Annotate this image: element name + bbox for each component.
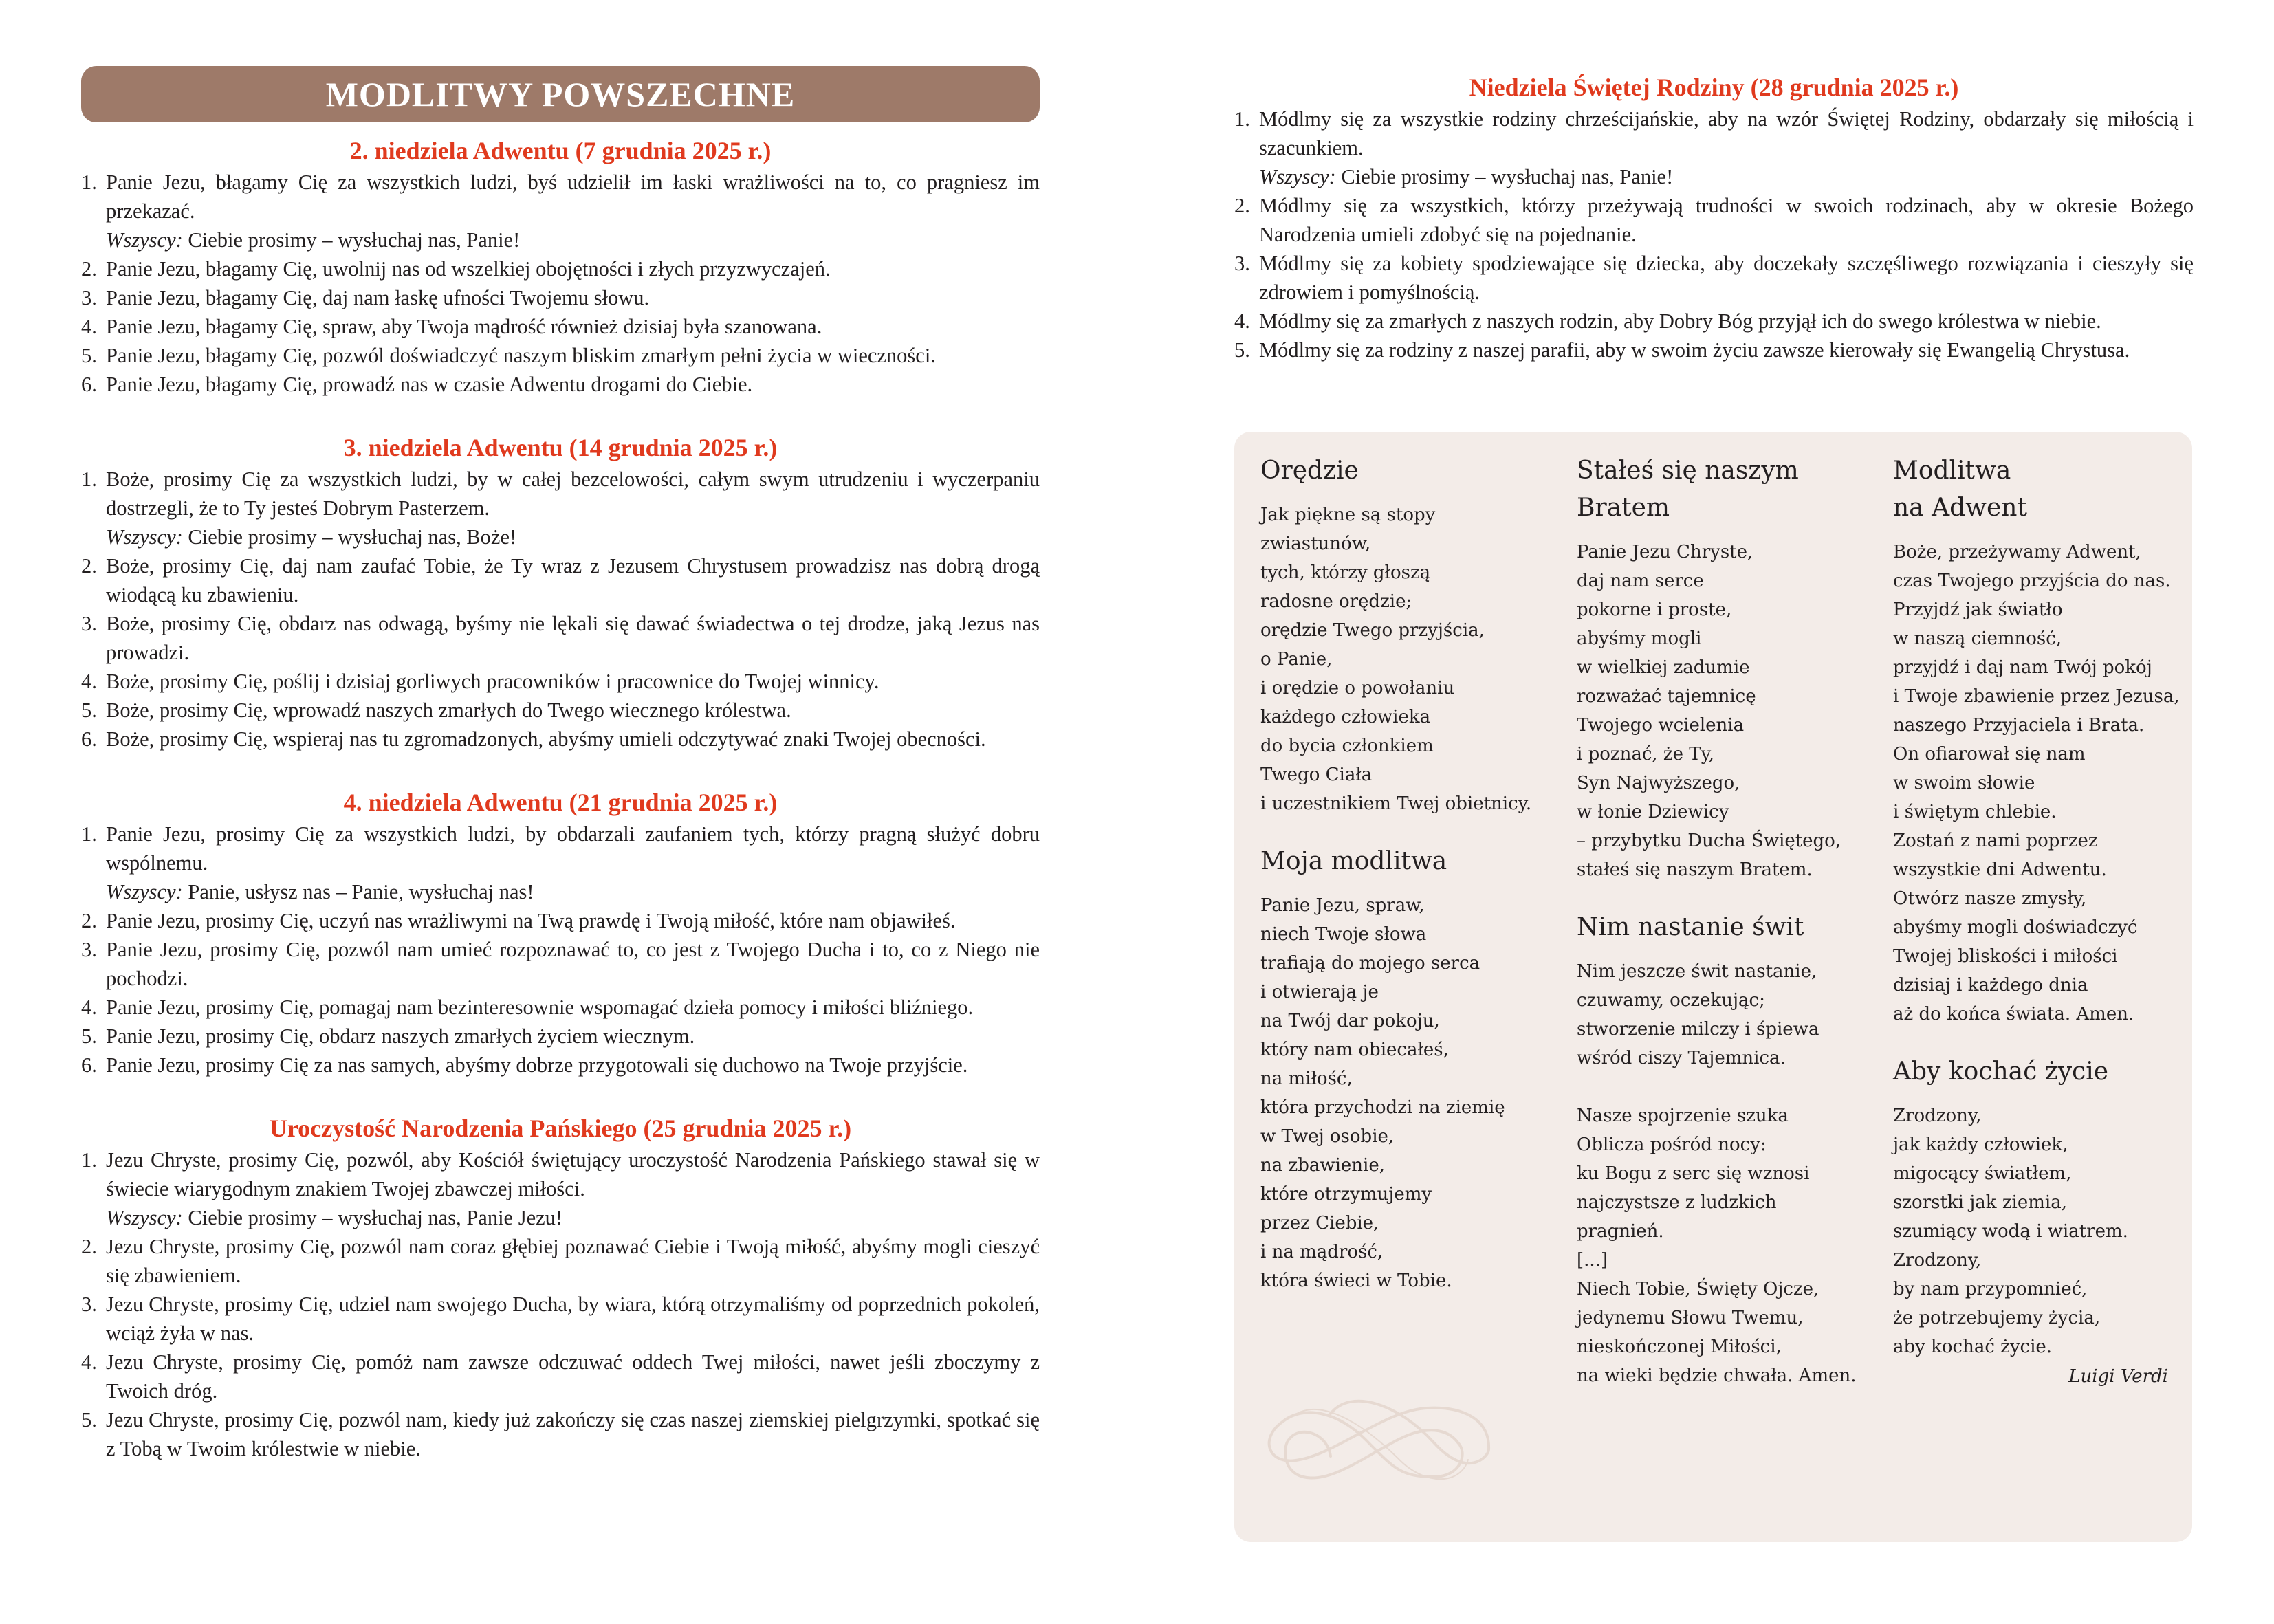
poem-body bbox=[1893, 1101, 2182, 1390]
flourish-ornament-icon bbox=[1262, 1391, 1496, 1494]
section-advent-3 bbox=[81, 432, 1040, 754]
poem-body bbox=[1577, 957, 1886, 1390]
response-text: Ciebie prosimy – wysłuchaj nas, Boże! bbox=[182, 525, 517, 549]
prayer-number: 5. bbox=[81, 1024, 97, 1048]
prayer-item bbox=[81, 254, 1040, 283]
poem-line: szorstki jak ziemia, bbox=[1893, 1192, 2067, 1213]
section-banner bbox=[81, 66, 1040, 122]
poem-line: [...] bbox=[1577, 1250, 1608, 1271]
poem-line: który nam obiecałeś, bbox=[1260, 1040, 1449, 1060]
prayer-number: 5. bbox=[1234, 338, 1250, 362]
prayer-number: 1. bbox=[81, 171, 97, 194]
prayer-item bbox=[81, 168, 1040, 254]
poems-column-1 bbox=[1260, 452, 1563, 1320]
poem-body bbox=[1260, 501, 1563, 818]
poem bbox=[1577, 452, 1886, 884]
banner-title: MODLITWY POWSZECHNE bbox=[325, 75, 796, 113]
poem-line: ku Bogu z serc się wznosi bbox=[1577, 1163, 1810, 1184]
section-heading: 2. niedziela Adwentu (7 grudnia 2025 r.) bbox=[349, 137, 772, 164]
poem-line: Oblicza pośród nocy: bbox=[1577, 1134, 1767, 1155]
poem-line: czuwamy, oczekując; bbox=[1577, 990, 1765, 1011]
prayer-text: Módlmy się za zmarłych z naszych rodzin, aby Dobry Bóg przyjął ich do swego królestwa w niebie. bbox=[1259, 309, 2101, 333]
prayer-text: Panie Jezu, błagamy Cię, spraw, aby Twoja mądrość również dzisiaj była szanowana. bbox=[106, 315, 822, 338]
poem-line: abyśmy mogli doświadczyć bbox=[1893, 917, 2138, 938]
poem-title: Aby kochać życie bbox=[1893, 1057, 2109, 1086]
poem-title: Nim nastanie świt bbox=[1577, 913, 1804, 941]
section-heading: Uroczystość Narodzenia Pańskiego (25 grudnia 2025 r.) bbox=[269, 1115, 852, 1142]
prayer-number: 5. bbox=[81, 1408, 97, 1431]
poem-line: i orędzie o powołaniu bbox=[1260, 678, 1455, 699]
prayer-number: 6. bbox=[81, 1053, 97, 1077]
poem-line: Panie Jezu, spraw, bbox=[1260, 895, 1425, 916]
poem bbox=[1893, 1053, 2182, 1390]
poem bbox=[1260, 452, 1563, 818]
prayer-text: Panie Jezu, błagamy Cię, daj nam łaskę ufności Twojemu słowu. bbox=[106, 286, 650, 309]
response-label: Wszyscy: bbox=[106, 525, 183, 549]
poem-line: by nam przypomnieć, bbox=[1893, 1279, 2088, 1299]
poem-line: jak każdy człowiek, bbox=[1893, 1134, 2068, 1155]
poem-title-line: Bratem bbox=[1577, 494, 1670, 522]
poem-line: dzisiaj i każdego dnia bbox=[1893, 975, 2088, 996]
prayer-text: Módlmy się za wszystkie rodziny chrześcijańskie, aby na wzór Świętej Rodziny, obdarzały się miłością i szacunkiem. bbox=[1259, 107, 2194, 160]
prayer-list bbox=[81, 168, 1040, 399]
prayer-item bbox=[1234, 105, 2194, 191]
prayer-number: 2. bbox=[81, 1235, 97, 1258]
poem-line: w naszą ciemność, bbox=[1893, 628, 2062, 649]
prayer-item bbox=[81, 1290, 1040, 1348]
poem-line: Jak piękne są stopy bbox=[1260, 505, 1436, 525]
prayer-number: 6. bbox=[81, 373, 97, 396]
response-text: Panie, usłysz nas – Panie, wysłuchaj nas! bbox=[182, 880, 534, 903]
prayer-number: 3. bbox=[81, 612, 97, 635]
poems-column-3 bbox=[1893, 452, 2182, 1415]
prayer-item bbox=[81, 993, 1040, 1022]
prayer-text: Panie Jezu, prosimy Cię, pozwól nam umieć rozpoznawać to, co jest z Twojego Ducha i to, co z Niego nie pochodzi. bbox=[106, 938, 1040, 990]
prayer-item bbox=[81, 283, 1040, 312]
poem-line: Zrodzony, bbox=[1893, 1250, 1982, 1271]
poem-line: stworzenie milczy i śpiewa bbox=[1577, 1019, 1819, 1040]
prayer-text: Módlmy się za wszystkich, którzy przeżywają trudności w swoich rodzinach, aby w okresie Bożego Narodzenia umieli zdobyć się na pojednanie. bbox=[1259, 194, 2194, 246]
poem-line: Boże, przeżywamy Adwent, bbox=[1893, 542, 2141, 562]
prayer-item bbox=[1234, 191, 2194, 249]
poem-line: naszego Przyjaciela i Brata. bbox=[1893, 715, 2145, 736]
prayer-item bbox=[81, 370, 1040, 399]
poem-line: wszystkie dni Adwentu. bbox=[1893, 859, 2107, 880]
section-advent-2 bbox=[81, 135, 1040, 399]
poem-title: Moja modlitwa bbox=[1260, 847, 1447, 875]
prayer-text: Panie Jezu, błagamy Cię za wszystkich ludzi, byś udzielił im łaski wrażliwości na to, co pragniesz im przekazać. bbox=[106, 171, 1040, 223]
prayer-item bbox=[81, 551, 1040, 609]
prayer-text: Jezu Chryste, prosimy Cię, pozwól nam coraz głębiej poznawać Ciebie i Twoją miłość, abyśmy mogli cieszyć się zbawieniem. bbox=[106, 1235, 1040, 1287]
poem-line: Twojego wcielenia bbox=[1577, 715, 1745, 736]
poem-line: tych, którzy głoszą bbox=[1260, 562, 1431, 583]
poem-line: i świętym chlebie. bbox=[1893, 802, 2057, 822]
prayer-text: Boże, prosimy Cię, wspieraj nas tu zgromadzonych, abyśmy umieli odczytywać znaki Twojej obecności. bbox=[106, 727, 986, 751]
prayer-text: Panie Jezu, błagamy Cię, prowadź nas w czasie Adwentu drogami do Ciebie. bbox=[106, 373, 753, 396]
poem-attribution: Luigi Verdi bbox=[2068, 1366, 2168, 1387]
prayer-text: Jezu Chryste, prosimy Cię, pozwól, aby Kościół świętujący uroczystość Narodzenia Pańskiego stawał się w świecie wiarygodnym znakiem Twojej zbawczej miłości. bbox=[106, 1148, 1040, 1200]
response-label: Wszyscy: bbox=[106, 880, 183, 903]
poem-line: Niech Tobie, Święty Ojcze, bbox=[1577, 1279, 1819, 1299]
poem-line: i otwierają je bbox=[1260, 982, 1379, 1002]
prayer-number: 1. bbox=[81, 468, 97, 491]
poem-line: aż do końca świata. Amen. bbox=[1893, 1004, 2134, 1024]
poem-line: przyjdź i daj nam Twój pokój bbox=[1893, 657, 2152, 678]
poem-line: wśród ciszy Tajemnica. bbox=[1577, 1048, 1786, 1068]
poem-line: nieskończonej Miłości, bbox=[1577, 1337, 1782, 1357]
poem-line: Zostań z nami poprzez bbox=[1893, 831, 2098, 851]
prayer-item bbox=[81, 1051, 1040, 1079]
poem-line: i poznać, że Ty, bbox=[1577, 744, 1715, 765]
poem-title bbox=[1893, 452, 2182, 527]
poem-line: radosne orędzie; bbox=[1260, 591, 1412, 612]
prayer-item bbox=[1234, 307, 2194, 336]
poem-line: rozważać tajemnicę bbox=[1577, 686, 1756, 707]
poem-line: która świeci w Tobie. bbox=[1260, 1271, 1452, 1291]
prayer-number: 6. bbox=[81, 727, 97, 751]
prayer-number: 4. bbox=[81, 996, 97, 1019]
prayer-item bbox=[81, 465, 1040, 551]
prayer-item bbox=[1234, 249, 2194, 307]
poem-body bbox=[1260, 891, 1563, 1295]
poem-line: Przyjdź jak światło bbox=[1893, 600, 2063, 620]
poem-line: Syn Najwyższego, bbox=[1577, 773, 1740, 793]
prayer-text: Panie Jezu, błagamy Cię, uwolnij nas od wszelkiej obojętności i złych przyzwyczajeń. bbox=[106, 257, 831, 281]
assembly-response bbox=[106, 523, 1040, 551]
poem-line: aby kochać życie. bbox=[1893, 1337, 2053, 1357]
prayer-number: 2. bbox=[81, 554, 97, 578]
poem-line: na miłość, bbox=[1260, 1068, 1353, 1089]
prayer-text: Boże, prosimy Cię, obdarz nas odwagą, byśmy nie lękali się dawać świadectwa o tej drodze, jaką Jezus nas prowadzi. bbox=[106, 612, 1040, 664]
prayer-text: Jezu Chryste, prosimy Cię, udziel nam swojego Ducha, by wiara, którą otrzymaliśmy od poprzednich pokoleń, wciąż żyła w nas. bbox=[106, 1293, 1040, 1345]
prayer-text: Boże, prosimy Cię za wszystkich ludzi, by w całej bezcelowości, całym swym utrudzeniu i wyczerpaniu dostrzegli, że to Ty jesteś Dobrym Pasterzem. bbox=[106, 468, 1040, 520]
poem-line: czas Twojego przyjścia do nas. bbox=[1893, 571, 2171, 591]
poem-line: trafiają do mojego serca bbox=[1260, 953, 1480, 974]
prayer-list bbox=[81, 820, 1040, 1079]
section-advent-4 bbox=[81, 787, 1040, 1079]
prayer-text: Boże, prosimy Cię, poślij i dzisiaj gorliwych pracowników i pracownice do Twojej winnicy. bbox=[106, 670, 879, 693]
prayer-number: 1. bbox=[81, 1148, 97, 1172]
prayer-text: Panie Jezu, prosimy Cię za nas samych, abyśmy dobrze przygotowali się duchowo na Twoje przyjście. bbox=[106, 1053, 968, 1077]
response-text: Ciebie prosimy – wysłuchaj nas, Panie! bbox=[182, 228, 521, 252]
left-column bbox=[81, 135, 1040, 1496]
prayer-item bbox=[81, 312, 1040, 341]
poem-line: szumiący wodą i wiatrem. bbox=[1893, 1221, 2128, 1242]
poem-line: Nim jeszcze świt nastanie, bbox=[1577, 961, 1817, 982]
prayer-item bbox=[81, 696, 1040, 725]
prayer-item bbox=[81, 667, 1040, 696]
poem-line: najczystsze z ludzkich bbox=[1577, 1192, 1777, 1213]
poem-line: Otwórz nasze zmysły, bbox=[1893, 888, 2087, 909]
poem-line: Twojej bliskości i miłości bbox=[1893, 946, 2118, 967]
poem-line: w łonie Dziewicy bbox=[1577, 802, 1729, 822]
poem-line: i Twoje zbawienie przez Jezusa, bbox=[1893, 686, 2180, 707]
poem-line: w Twej osobie, bbox=[1260, 1126, 1395, 1147]
poem-line: zwiastunów, bbox=[1260, 534, 1371, 554]
prayer-number: 2. bbox=[81, 909, 97, 932]
prayer-item bbox=[81, 1232, 1040, 1290]
poem-line: pragnień. bbox=[1577, 1221, 1664, 1242]
prayer-list bbox=[1234, 105, 2194, 364]
poem-line: Zrodzony, bbox=[1893, 1106, 1982, 1126]
poem-line: która przychodzi na ziemię bbox=[1260, 1097, 1505, 1118]
prayer-text: Jezu Chryste, prosimy Cię, pozwól nam, kiedy już zakończy się czas naszej ziemskiej pielgrzymki, spotkać się z Tobą w Twoim królestwie w niebie. bbox=[106, 1408, 1040, 1460]
section-holy-family bbox=[1234, 72, 2194, 364]
poem-line: które otrzymujemy bbox=[1260, 1184, 1432, 1205]
prayer-item bbox=[81, 1145, 1040, 1232]
response-label: Wszyscy: bbox=[1259, 165, 1336, 188]
poem-line: – przybytku Ducha Świętego, bbox=[1577, 831, 1841, 851]
poem-line: On ofiarował się nam bbox=[1893, 744, 2086, 765]
poem-title-line: Stałeś się naszym bbox=[1577, 457, 1799, 485]
prayer-text: Panie Jezu, prosimy Cię, uczyń nas wrażliwymi na Twą prawdę i Twoją miłość, które nam objawiłeś. bbox=[106, 909, 956, 932]
poem-line: migocący światłem, bbox=[1893, 1163, 2072, 1184]
prayer-text: Panie Jezu, błagamy Cię, pozwól doświadczyć naszym bliskim zmarłym pełni życia w wieczności. bbox=[106, 344, 936, 367]
section-christmas bbox=[81, 1112, 1040, 1463]
prayer-item bbox=[81, 906, 1040, 935]
poem-line bbox=[1577, 1073, 1886, 1101]
poem-line: w wielkiej zadumie bbox=[1577, 657, 1750, 678]
prayer-number: 4. bbox=[1234, 309, 1250, 333]
assembly-response bbox=[106, 226, 1040, 254]
poem-line: i uczestnikiem Twej obietnicy. bbox=[1260, 793, 1532, 814]
prayer-number: 4. bbox=[81, 670, 97, 693]
prayer-item bbox=[81, 1405, 1040, 1463]
poem-line: każdego człowieka bbox=[1260, 707, 1431, 727]
response-label: Wszyscy: bbox=[106, 1206, 183, 1229]
response-text: Ciebie prosimy – wysłuchaj nas, Panie Jezu! bbox=[182, 1206, 563, 1229]
section-heading: 4. niedziela Adwentu (21 grudnia 2025 r.) bbox=[343, 789, 778, 816]
prayer-number: 5. bbox=[81, 699, 97, 722]
poem-line: abyśmy mogli bbox=[1577, 628, 1702, 649]
poems-column-2 bbox=[1577, 452, 1886, 1415]
poem-line: na wieki będzie chwała. Amen. bbox=[1577, 1365, 1857, 1386]
poem bbox=[1893, 452, 2182, 1029]
prayer-number: 5. bbox=[81, 344, 97, 367]
poem-line: do bycia członkiem bbox=[1260, 736, 1434, 756]
prayer-number: 2. bbox=[1234, 194, 1250, 217]
section-heading: 3. niedziela Adwentu (14 grudnia 2025 r.) bbox=[343, 434, 778, 461]
poem-line: jedynemu Słowu Twemu, bbox=[1577, 1308, 1804, 1328]
prayer-item bbox=[81, 725, 1040, 754]
poem-line: że potrzebujemy życia, bbox=[1893, 1308, 2101, 1328]
poem-line: orędzie Twego przyjścia, bbox=[1260, 620, 1485, 641]
poem-line: w swoim słowie bbox=[1893, 773, 2035, 793]
response-text: Ciebie prosimy – wysłuchaj nas, Panie! bbox=[1335, 165, 1674, 188]
poem-line: daj nam serce bbox=[1577, 571, 1704, 591]
prayer-number: 3. bbox=[81, 1293, 97, 1316]
prayer-item bbox=[1234, 336, 2194, 364]
poem-line: o Panie, bbox=[1260, 649, 1333, 670]
prayer-item bbox=[81, 1348, 1040, 1405]
poem-line: i na mądrość, bbox=[1260, 1242, 1384, 1262]
poem-title-line: na Adwent bbox=[1893, 494, 2027, 522]
poem-line: stałeś się naszym Bratem. bbox=[1577, 859, 1813, 880]
prayer-text: Boże, prosimy Cię, daj nam zaufać Tobie, że Ty wraz z Jezusem Chrystusem prowadzisz nas dobrą drogą wiodącą ku zbawieniu. bbox=[106, 554, 1040, 606]
prayer-number: 3. bbox=[1234, 252, 1250, 275]
prayer-text: Módlmy się za rodziny z naszej parafii, aby w swoim życiu zawsze kierowały się Ewangelią Chrystusa. bbox=[1259, 338, 2130, 362]
poem-line: pokorne i proste, bbox=[1577, 600, 1732, 620]
prayer-text: Módlmy się za kobiety spodziewające się dziecka, aby doczekały szczęśliwego rozwiązania i cieszyły się zdrowiem i pomyślnością. bbox=[1259, 252, 2194, 304]
poem bbox=[1260, 843, 1563, 1295]
assembly-response bbox=[106, 1203, 1040, 1232]
prayer-number: 4. bbox=[81, 315, 97, 338]
prayer-number: 1. bbox=[1234, 107, 1250, 131]
poems-box bbox=[1234, 432, 2192, 1542]
prayer-item bbox=[81, 341, 1040, 370]
poem-line: Twego Ciała bbox=[1260, 765, 1373, 785]
prayer-text: Panie Jezu, prosimy Cię, pomagaj nam bezinteresownie wspomagać dzieła pomocy i miłości bliźniego. bbox=[106, 996, 974, 1019]
poem bbox=[1577, 909, 1886, 1390]
poem-title bbox=[1577, 452, 1886, 527]
poem-line: niech Twoje słowa bbox=[1260, 924, 1427, 945]
prayer-text: Boże, prosimy Cię, wprowadź naszych zmarłych do Twego wiecznego królestwa. bbox=[106, 699, 791, 722]
poem-title-line: Modlitwa bbox=[1893, 457, 2011, 485]
assembly-response bbox=[1259, 162, 2194, 191]
poem-line: przez Ciebie, bbox=[1260, 1213, 1379, 1233]
poem-body bbox=[1893, 538, 2182, 1029]
poem-body bbox=[1577, 538, 1886, 884]
poem-line: na zbawienie, bbox=[1260, 1155, 1386, 1176]
right-column-top bbox=[1234, 72, 2194, 397]
prayer-item bbox=[81, 935, 1040, 993]
prayer-list bbox=[81, 465, 1040, 754]
prayer-item bbox=[81, 1022, 1040, 1051]
poem-line: na Twój dar pokoju, bbox=[1260, 1011, 1440, 1031]
poem-line: Nasze spojrzenie szuka bbox=[1577, 1106, 1789, 1126]
prayer-item bbox=[81, 820, 1040, 906]
prayer-list bbox=[81, 1145, 1040, 1463]
prayer-number: 3. bbox=[81, 286, 97, 309]
prayer-text: Panie Jezu, prosimy Cię za wszystkich ludzi, by obdarzali zaufaniem tych, którzy pragną służyć dobru wspólnemu. bbox=[106, 822, 1040, 875]
assembly-response bbox=[106, 877, 1040, 906]
prayer-number: 1. bbox=[81, 822, 97, 846]
prayer-text: Jezu Chryste, prosimy Cię, pomóż nam zawsze odczuwać oddech Twej miłości, nawet jeśli zboczymy z Twoich dróg. bbox=[106, 1350, 1040, 1403]
section-heading: Niedziela Świętej Rodziny (28 grudnia 2025 r.) bbox=[1469, 74, 1959, 101]
prayer-number: 4. bbox=[81, 1350, 97, 1374]
poem-line: Panie Jezu Chryste, bbox=[1577, 542, 1753, 562]
prayer-text: Panie Jezu, prosimy Cię, obdarz naszych zmarłych życiem wiecznym. bbox=[106, 1024, 695, 1048]
prayer-number: 3. bbox=[81, 938, 97, 961]
prayer-number: 2. bbox=[81, 257, 97, 281]
poem-title: Orędzie bbox=[1260, 457, 1359, 485]
response-label: Wszyscy: bbox=[106, 228, 183, 252]
prayer-item bbox=[81, 609, 1040, 667]
